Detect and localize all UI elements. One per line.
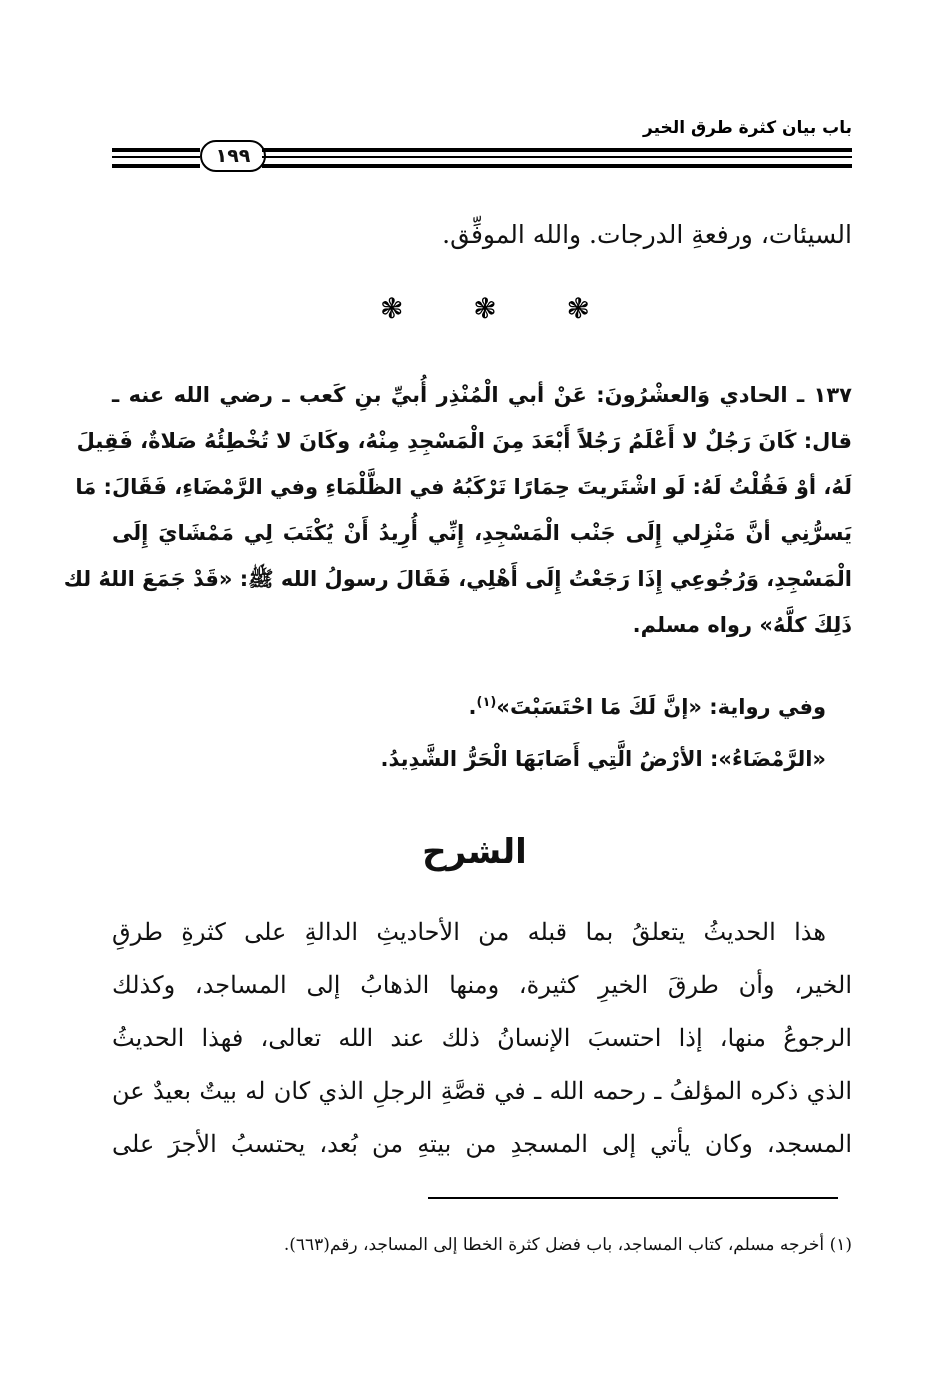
- explanation-line: الذي ذكره المؤلفُ ـ رحمه الله ـ في قصَّةِ الرجلِ الذي كان له بيتٌ بعيدٌ عن: [112, 1077, 852, 1105]
- star-ornament-icon: ❃: [380, 292, 404, 325]
- header-rule: [112, 140, 852, 170]
- header-rule-right: [262, 148, 852, 168]
- riwaya-end: .: [468, 695, 477, 719]
- explanation-paragraph: [112, 906, 852, 1171]
- riwaya-text: وفي رواية: «إنَّ لَكَ مَا احْتَسَبْتَ»: [496, 695, 826, 719]
- footnote-ref: (١): [476, 695, 497, 710]
- explanation-line: المسجد، وكان يأتي إلى المسجدِ من بيتهِ من بُعد، يحتسبُ الأجرَ على: [112, 1130, 852, 1158]
- section-title: الشرح: [422, 832, 527, 872]
- star-separator: [380, 292, 590, 325]
- footnote-divider: [428, 1197, 838, 1199]
- star-ornament-icon: ❃: [566, 292, 590, 325]
- footnote-text: أخرجه مسلم، كتاب المساجد، باب فضل كثرة الخطا إلى المساجد، رقم(٦٦٣).: [283, 1235, 825, 1255]
- explanation-line: هذا الحديثُ يتعلقُ بما قبله من الأحاديثِ الدالةِ على كثرةِ طرقِ: [112, 918, 826, 946]
- intro-paragraph: السيئات، ورفعةِ الدرجات. والله الموفِّق.: [442, 220, 852, 249]
- ramda-definition: «الرَّمْضَاءُ»: الأرْضُ الَّتِي أَصَابَهَا الْحَرُّ الشَّدِيدُ.: [380, 747, 826, 771]
- footnote-number: (١): [829, 1235, 852, 1255]
- header-rule-left: [112, 148, 200, 168]
- hadith-line: ذَلِكَ كلَّهُ» رواه مسلم.: [632, 613, 852, 637]
- hadith-line: يَسرُّنِي أنَّ مَنْزِلي إِلَى جَنْب الْمَسْجِدِ، إِنِّي أُرِيدُ أَنْ يُكْتَبَ لِي مَمْشَايَ إِلَى: [112, 521, 852, 545]
- hadith-text: [63, 372, 852, 648]
- running-title: باب بيان كثرة طرق الخير: [643, 118, 852, 138]
- page-number: ١٩٩: [200, 140, 266, 172]
- footnote: [112, 1232, 852, 1258]
- hadith-line: الْمَسْجِدِ، وَرُجُوعِي إِذَا رَجَعْتُ إِلَى أَهْلِي، فَقَالَ رسولُ الله ﷺ: «قَدْ جَمَعَ اللهُ لك: [63, 567, 852, 591]
- page-header: [112, 110, 852, 170]
- explanation-line: الخير، وأن طرقَ الخيرِ كثيرة، ومنها الذهابُ إلى المساجد، وكذلك: [112, 971, 852, 999]
- hadith-line: ١٣٧ ـ الحادي وَالعشْرُونَ: عَنْ أبي الْمُنْذِر أُبيِّ بنِ كَعب ـ رضي الله عنه ـ: [112, 383, 852, 407]
- hadith-line: لَهُ، أوْ فَقُلْتُ لَهُ: لَو اشْتَريتَ حِمَارًا تَرْكَبُهُ في الظَّلْمَاءِ وفي الرَّمْضَاءِ، فَقَالَ: مَا: [75, 475, 852, 499]
- star-ornament-icon: ❃: [473, 292, 497, 325]
- explanation-line: الرجوعُ منها، إذا احتسبَ الإنسانُ ذلك عند الله تعالى، فهذا الحديثُ: [112, 1024, 852, 1052]
- hadith-line: قال: كَانَ رَجُلٌ لا أَعْلَمُ رَجُلاً أَبْعَدَ مِنَ الْمَسْجِدِ مِنْهُ، وكَانَ لا تُخْطِئُهُ صَلاةٌ، فَقِيلَ: [76, 429, 852, 453]
- riwaya-line: [112, 688, 852, 722]
